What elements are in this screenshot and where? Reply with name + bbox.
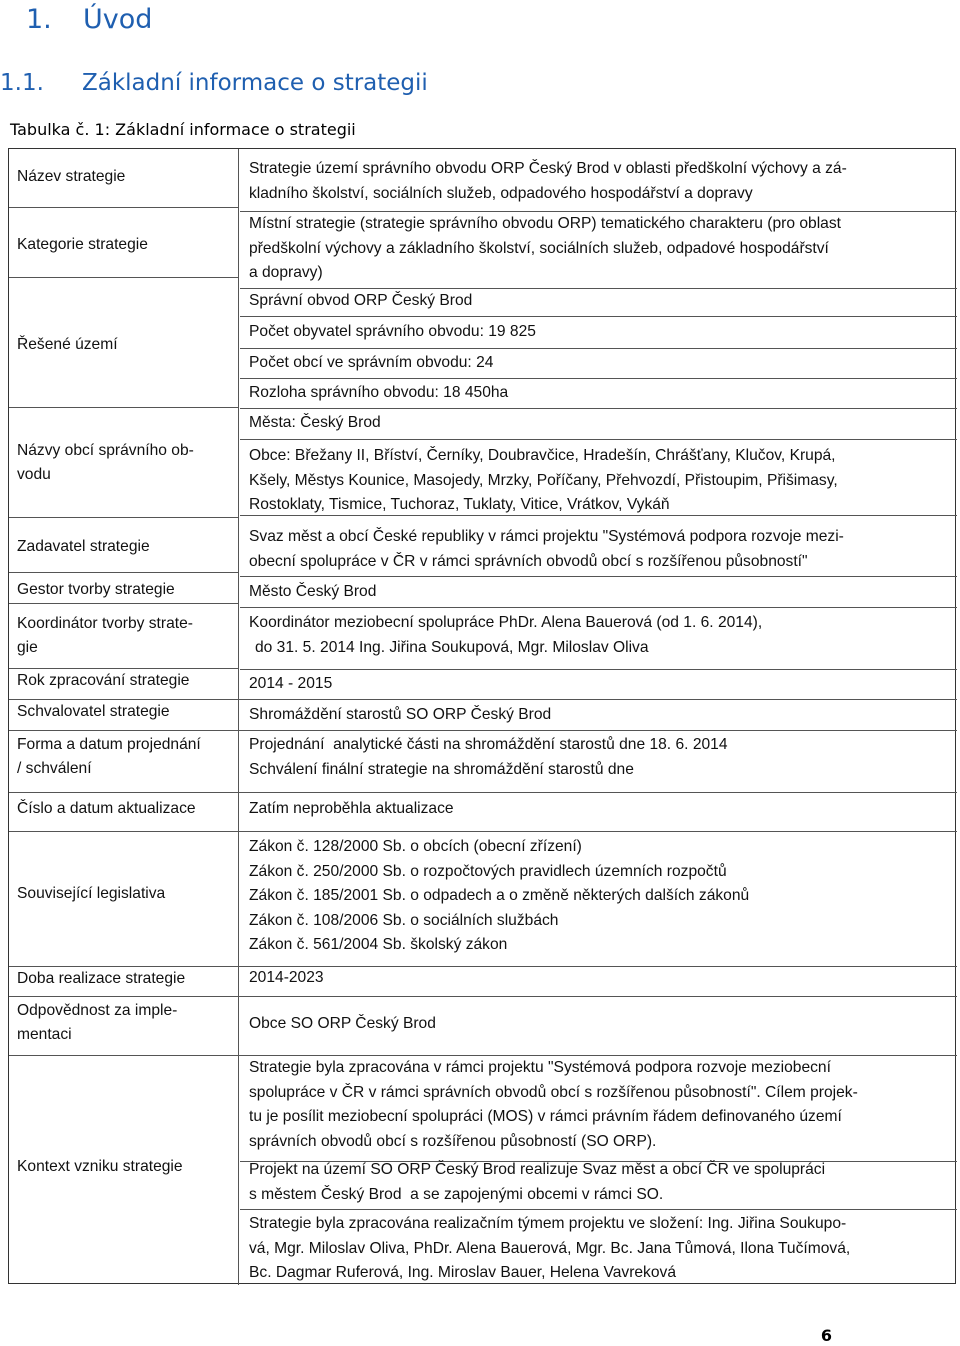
value-kontext-line: Strategie byla zpracována v rámci projektu "Systémová podpora rozvoje meziobecní xyxy=(249,1059,831,1076)
value-kontext-line: správních obvodů obcí s rozšířenou působností (SO ORP). xyxy=(249,1132,657,1150)
label-odpovednost-line1: Odpovědnost za imple- xyxy=(17,1002,178,1019)
value-kategorie xyxy=(249,212,949,286)
value-koordinator xyxy=(249,611,949,660)
value-kategorie-line: a dopravy) xyxy=(249,264,323,281)
value-obce-mesta: Města: Český Brod xyxy=(249,414,381,431)
label-obce xyxy=(17,439,194,487)
label-gestor: Gestor tvorby strategie xyxy=(17,581,175,598)
value-nazev xyxy=(249,157,949,206)
label-koordinator xyxy=(17,612,193,660)
value-zadavatel-line: obecní spolupráce v ČR v rámci správních obvodů obcí s rozšířenou působností" xyxy=(249,552,808,570)
value-obce-line: Obce: Břežany II, Bříství, Černíky, Doubravčice, Hradešín, Chrášťany, Klučov, Krupá, xyxy=(249,447,836,464)
label-legislativa: Související legislativa xyxy=(17,885,166,902)
label-koordinator-line2: gie xyxy=(17,639,38,656)
value-legislativa-line: Zákon č. 250/2000 Sb. o rozpočtových pravidlech územních rozpočtů xyxy=(249,862,727,880)
value-uzemi-4: Rozloha správního obvodu: 18 450ha xyxy=(249,384,509,401)
value-uzemi-1: Správní obvod ORP Český Brod xyxy=(249,292,473,309)
label-uzemi: Řešené území xyxy=(17,336,118,353)
value-forma-line: Projednání analytické části na shromáždění starostů dne 18. 6. 2014 xyxy=(249,736,728,753)
value-rok: 2014 - 2015 xyxy=(249,675,333,692)
value-kontext-line: Bc. Dagmar Ruferová, Ing. Miroslav Bauer, Helena Vavreková xyxy=(249,1264,676,1281)
value-kategorie-line: předškolní výchovy a základního školství, sociálních služeb, odpadové hospodářství xyxy=(249,239,829,257)
value-uzemi-3: Počet obcí ve správním obvodu: 24 xyxy=(249,354,494,371)
value-kontext-p2 xyxy=(249,1158,949,1207)
value-cislo: Zatím neproběhla aktualizace xyxy=(249,800,454,817)
value-obce-line: Rostoklaty, Tismice, Tuchoraz, Tuklaty, Vitice, Vrátkov, Vykáň xyxy=(249,496,670,513)
value-kontext-line: s městem Český Brod a se zapojenými obcemi v rámci SO. xyxy=(249,1185,664,1203)
value-nazev-line: Strategie území správního obvodu ORP Český Brod v oblasti předškolní výchovy a zá- xyxy=(249,160,847,177)
label-schvalovatel: Schvalovatel strategie xyxy=(17,703,170,720)
value-kategorie-line: Místní strategie (strategie správního obvodu ORP) tematického charakteru (pro oblast xyxy=(249,215,841,232)
heading-1-number: 1. xyxy=(26,4,52,35)
value-forma-line: Schválení finální strategie na shromáždění starostů dne xyxy=(249,760,634,778)
strategy-info-table xyxy=(8,148,956,1284)
value-kontext-line: Projekt na území SO ORP Český Brod realizuje Svaz měst a obcí ČR ve spolupráci xyxy=(249,1161,826,1178)
label-rok: Rok zpracování strategie xyxy=(17,672,190,689)
label-odpovednost xyxy=(17,999,177,1047)
label-kontext: Kontext vzniku strategie xyxy=(17,1158,183,1175)
value-odpovednost: Obce SO ORP Český Brod xyxy=(249,1015,436,1032)
value-nazev-line: kladního školství, sociálních služeb, odpadového hospodářství a dopravy xyxy=(249,184,753,202)
value-kontext-line: spolupráce v ČR v rámci správních obvodů obcí s rozšířenou působností". Cílem projek- xyxy=(249,1083,858,1101)
value-forma xyxy=(249,733,949,782)
label-doba: Doba realizace strategie xyxy=(17,970,186,987)
label-cislo: Číslo a datum aktualizace xyxy=(17,800,196,817)
label-kategorie: Kategorie strategie xyxy=(17,236,148,253)
value-schvalovatel: Shromáždění starostů SO ORP Český Brod xyxy=(249,706,552,723)
value-zadavatel xyxy=(249,525,949,574)
label-forma-line2: / schválení xyxy=(17,760,92,777)
value-legislativa xyxy=(249,835,949,958)
label-forma xyxy=(17,733,201,781)
heading-2 xyxy=(0,70,428,96)
page-number: 6 xyxy=(820,1326,832,1345)
value-kontext-p1 xyxy=(249,1056,949,1154)
value-koordinator-line: Koordinátor meziobecní spolupráce PhDr. Alena Bauerová (od 1. 6. 2014), xyxy=(249,614,763,631)
label-forma-line1: Forma a datum projednání xyxy=(17,736,201,753)
heading-2-text: Základní informace o strategii xyxy=(82,70,428,96)
value-legislativa-line: Zákon č. 561/2004 Sb. školský zákon xyxy=(249,936,508,953)
value-uzemi-2: Počet obyvatel správního obvodu: 19 825 xyxy=(249,323,536,340)
heading-1-text: Úvod xyxy=(82,4,153,35)
label-nazev: Název strategie xyxy=(17,168,126,185)
heading-2-number: 1.1. xyxy=(0,70,44,96)
label-koordinator-line1: Koordinátor tvorby strate- xyxy=(17,615,193,632)
heading-1 xyxy=(26,4,152,35)
value-kontext-line: Strategie byla zpracována realizačním týmem projektu ve složení: Ing. Jiřina Soukupo- xyxy=(249,1215,847,1232)
value-kontext-line: tu je posílit meziobecní spolupráci (MOS) v rámci právním řádem definovaného území xyxy=(249,1108,842,1125)
value-gestor: Město Český Brod xyxy=(249,583,377,600)
value-koordinator-line: do 31. 5. 2014 Ing. Jiřina Soukupová, Mgr. Miloslav Oliva xyxy=(255,638,649,656)
table-caption: Tabulka č. 1: Základní informace o strategii xyxy=(10,120,356,139)
value-kontext-line: vá, Mgr. Miloslav Oliva, PhDr. Alena Bauerová, Mgr. Bc. Jana Tůmová, Ilona Tučímová, xyxy=(249,1239,851,1257)
label-zadavatel: Zadavatel strategie xyxy=(17,538,150,555)
label-odpovednost-line2: mentaci xyxy=(17,1026,72,1043)
value-legislativa-line: Zákon č. 128/2000 Sb. o obcích (obecní zřízení) xyxy=(249,838,582,855)
value-obce-list xyxy=(249,444,949,518)
value-zadavatel-line: Svaz měst a obcí České republiky v rámci projektu "Systémová podpora rozvoje mezi- xyxy=(249,528,844,545)
value-kontext-p3 xyxy=(249,1212,949,1286)
value-legislativa-line: Zákon č. 108/2006 Sb. o sociálních službách xyxy=(249,911,559,929)
label-obce-line2: vodu xyxy=(17,466,51,483)
value-legislativa-line: Zákon č. 185/2001 Sb. o odpadech a o změně některých dalších zákonů xyxy=(249,887,750,904)
value-doba: 2014-2023 xyxy=(249,969,324,986)
label-obce-line1: Názvy obcí správního ob- xyxy=(17,442,194,459)
value-obce-line: Kšely, Městys Kounice, Masojedy, Mrzky, Poříčany, Přehvozdí, Přistoupim, Přišimasy, xyxy=(249,471,838,489)
